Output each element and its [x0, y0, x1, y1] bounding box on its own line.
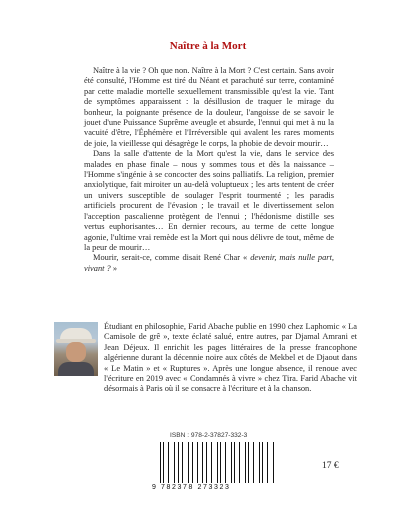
barcode-bar: [239, 442, 240, 483]
shirt-shape: [58, 362, 94, 376]
blurb-text: [84, 66, 334, 274]
blurb-paragraph-2: Dans la salle d'attente de la Mort qu'est la vie, dans le service des malades en phase finale – nous y sommes tous et dès la naissance – l'Homme s'ingénie à se concocter des soins palliatifs. La religion, premier anxiolytique, fait miroiter un au-delà voluptueux ; les arts tentent de créer un univers susceptible de soulager l'esprit tourmenté ; les paradis artificiels procurent de l'évasion ; le travail et le divertissement selon l'acception pascalienne protègent de l'ennui ; l'hédonisme distille ses vertus euphorisantes… En dernier recours, au terme de cette longue agonie, l'ultime vrai remède est la Mort qui nous délivre de tout, même de la peur de mourir…: [84, 149, 334, 252]
quote-close: »: [110, 263, 118, 273]
blurb-paragraph-1: Naître à la vie ? Oh que non. Naître à la Mort ? C'est certain. Sans avoir été consulté, l'Homme est tiré du Néant et parachuté sur terre, contaminé par cette maladie mortelle sexuellement transmissible qu'est la vie. Tant de symptômes apparaissent : la désillusion de traquer le mirage du bonheur, la poignante présence de la douleur, l'angoisse de se savoir le jouet d'une Puissance Suprême aveugle et absurde, l'ennui qui met à nu la vacuité d'être, l'Éphémère et l'Irréversible qui avalent les rares moments de joie, la vieillesse qui désagrège le corps, la phobie de devoir mourir…: [84, 66, 334, 148]
isbn-label: ISBN : 978-2-37827-332-3: [170, 432, 248, 439]
barcode: [152, 442, 280, 492]
barcode-bar: [168, 442, 169, 483]
price-label: 17 €: [322, 461, 339, 471]
barcode-digits: 9 782378 273323: [152, 484, 231, 491]
barcode-bar: [202, 442, 203, 483]
blurb-paragraph-3: [84, 253, 334, 274]
barcode-bar: [259, 442, 260, 483]
author-bio: Étudiant en philosophie, Farid Abache publie en 1990 chez Laphomic « La Camisole de grê », texte éclaté salué, entre autres, par Djamal Amrani et Jean Déjeux. Il enrichit les pages littéraires de la presse francophone algérienne durant la décennie noire aux côtés de Mekbel et de Djaout dans « Le Matin » et « Ruptures ». Après une longue absence, il renoue avec l'écriture en 2019 avec « Condamnés à vivre » chez Tira. Farid Abache vit désormais à Paris où il se consacre à l'écriture et à la chanson.: [104, 322, 357, 394]
barcode-bars: [160, 442, 276, 483]
char-quote: devenir, mais nulle part, vivant ?: [84, 253, 334, 273]
barcode-bar: [185, 442, 186, 483]
quote-intro: Mourir, serait-ce, comme disait René Char «: [93, 253, 251, 263]
barcode-bar: [218, 442, 219, 483]
author-photo: [54, 322, 98, 376]
face-shape: [66, 342, 86, 362]
book-title: Naître à la Mort: [169, 40, 247, 52]
